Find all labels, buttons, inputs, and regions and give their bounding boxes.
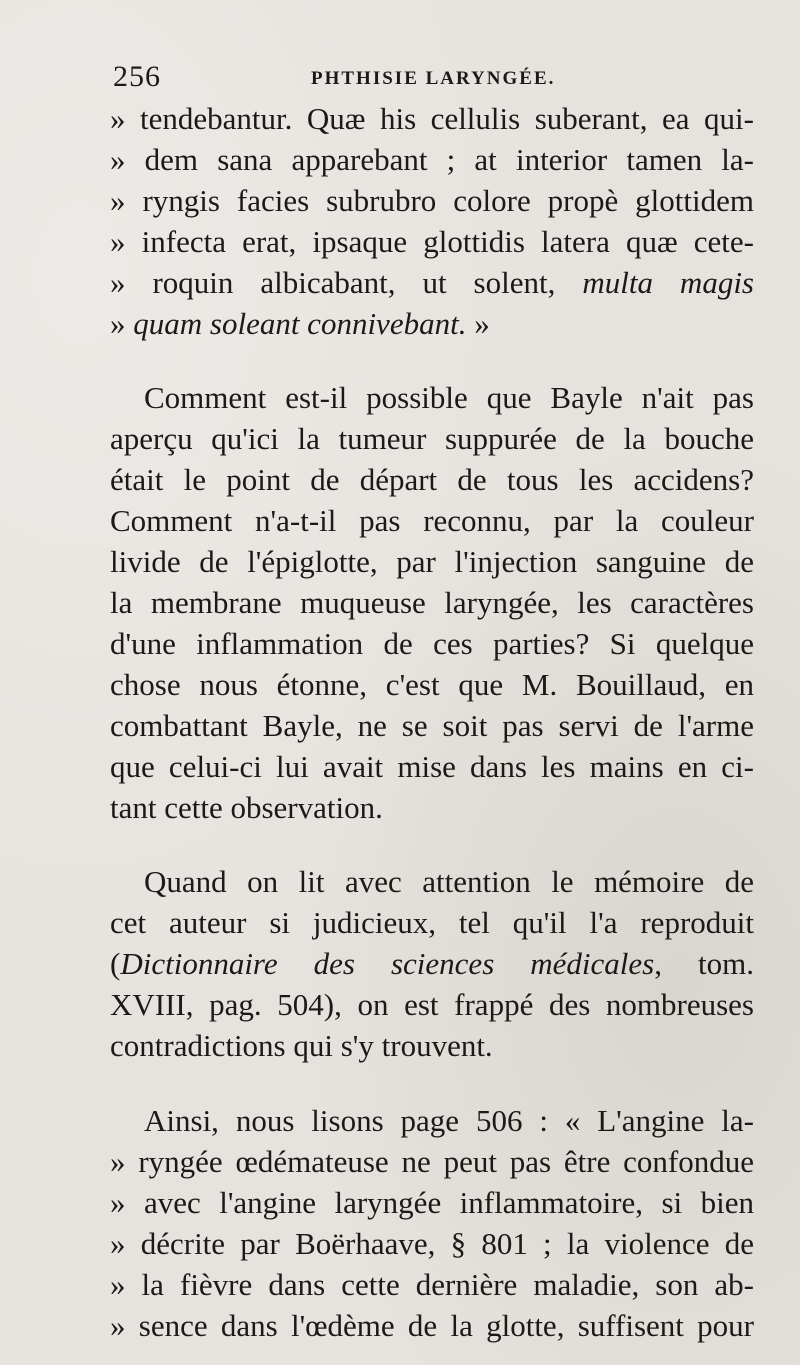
text-line: livide de l'épiglotte, par l'injection sanguine de bbox=[110, 544, 754, 579]
text-line: » la fièvre dans cette dernière maladie, son ab- bbox=[110, 1267, 754, 1302]
text-line: d'une inflammation de ces parties? Si quelque bbox=[110, 626, 754, 661]
text-line: » dem sana apparebant ; at interior tamen la- bbox=[110, 142, 754, 177]
text-line: Quand on lit avec attention le mémoire de bbox=[144, 864, 754, 899]
text-line: » décrite par Boërhaave, § 801 ; la violence de bbox=[110, 1226, 754, 1261]
page-header bbox=[113, 58, 753, 98]
text-line: combattant Bayle, ne se soit pas servi de l'arme bbox=[110, 708, 754, 743]
running-title: PHTHISIE LARYNGÉE. bbox=[311, 68, 556, 89]
paragraph-comment bbox=[110, 377, 754, 828]
paragraph-gap bbox=[110, 828, 754, 861]
paragraph-gap bbox=[110, 1066, 754, 1100]
text-line: (Dictionnaire des sciences médicales, tom. bbox=[110, 946, 754, 981]
text-line: » quam soleant connivebant. » bbox=[110, 306, 490, 341]
text-line: » ryngis facies subrubro colore propè glottidem bbox=[110, 183, 754, 218]
italic-text: multa magis bbox=[582, 265, 754, 300]
italic-text: quam soleant connivebant. bbox=[133, 306, 467, 341]
paragraph-quand bbox=[110, 861, 754, 1066]
text-line: » roquin albicabant, ut solent, multa magis bbox=[110, 265, 754, 300]
text-line: » avec l'angine laryngée inflammatoire, si bien bbox=[110, 1185, 754, 1220]
text-line: » infecta erat, ipsaque glottidis latera quæ cete- bbox=[110, 224, 754, 259]
text-line: la membrane muqueuse laryngée, les caractères bbox=[110, 585, 754, 620]
text-line: tant cette observation. bbox=[110, 790, 383, 825]
text-line: chose nous étonne, c'est que M. Bouillaud, en bbox=[110, 667, 754, 702]
paragraph-quotation bbox=[110, 98, 754, 344]
text-line: » sence dans l'œdème de la glotte, suffisent pour bbox=[110, 1308, 754, 1343]
paragraph-gap bbox=[110, 344, 754, 377]
text-line: aperçu qu'ici la tumeur suppurée de la bouche bbox=[110, 421, 754, 456]
page-number: 256 bbox=[113, 60, 161, 93]
paragraph-ainsi bbox=[110, 1100, 754, 1346]
text-line: » ryngée œdémateuse ne peut pas être confondue bbox=[110, 1144, 754, 1179]
text-line: cet auteur si judicieux, tel qu'il l'a reproduit bbox=[110, 905, 754, 940]
text-line: Comment n'a-t-il pas reconnu, par la couleur bbox=[110, 503, 754, 538]
text-line: » tendebantur. Quæ his cellulis suberant, ea qui- bbox=[110, 101, 754, 136]
text-line: Comment est-il possible que Bayle n'ait pas bbox=[144, 380, 754, 415]
text-line: que celui-ci lui avait mise dans les mains en ci- bbox=[110, 749, 754, 784]
text-line: contradictions qui s'y trouvent. bbox=[110, 1028, 493, 1063]
text-line: XVIII, pag. 504), on est frappé des nombreuses bbox=[110, 987, 754, 1022]
text-line: était le point de départ de tous les accidens? bbox=[110, 462, 754, 497]
text-line: Ainsi, nous lisons page 506 : « L'angine la- bbox=[144, 1103, 754, 1138]
body-text bbox=[110, 98, 754, 1346]
italic-text: Dictionnaire des sciences médicales bbox=[120, 946, 655, 981]
